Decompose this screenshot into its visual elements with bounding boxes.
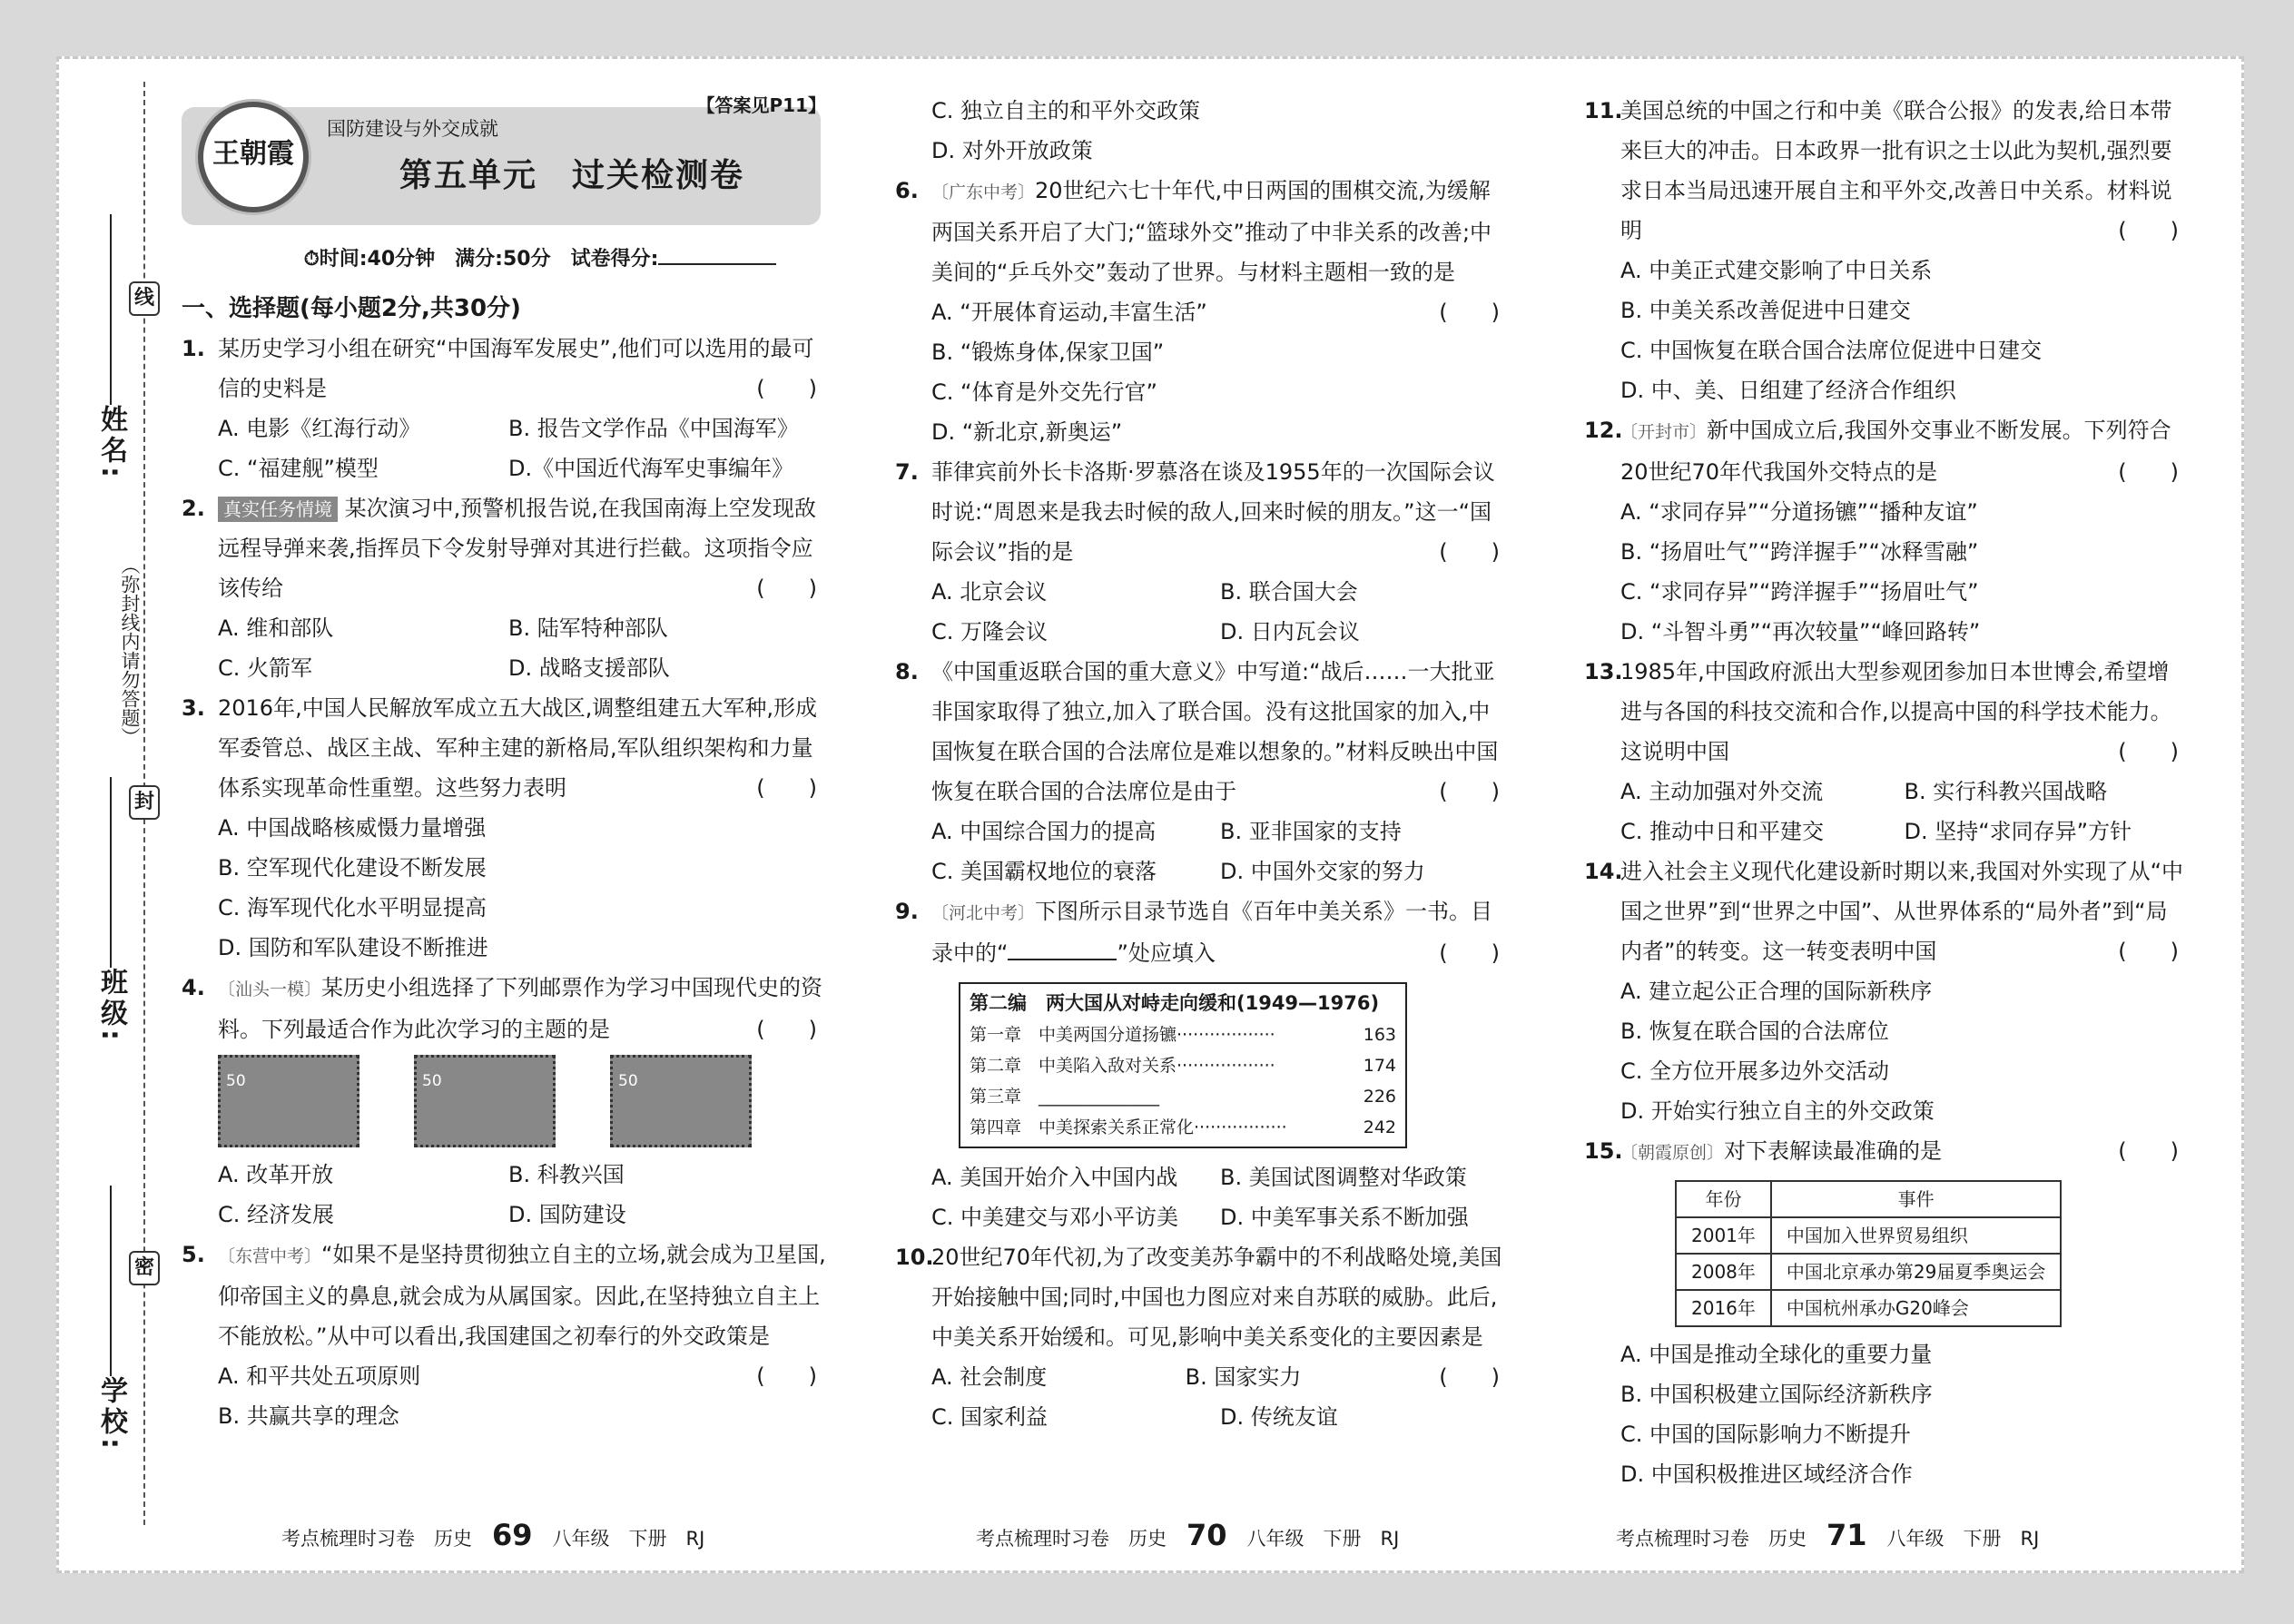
option-c[interactable]: C. 美国霸权地位的衰落 — [931, 859, 1157, 884]
year-cell: 2001年 — [1676, 1217, 1771, 1254]
page-number: 70 — [1186, 1518, 1227, 1552]
task-tag: 真实任务情境 — [218, 497, 338, 522]
option-b[interactable]: B. 恢复在联合国的合法席位 — [1620, 1019, 1889, 1044]
option-c[interactable]: C. 火箭军 — [218, 655, 313, 681]
answer-paren[interactable]: ( ) — [2118, 739, 2179, 764]
seal-mark-secret: 密 — [129, 1251, 160, 1285]
option-d[interactable]: D. 国防和军队建设不断推进 — [218, 935, 488, 960]
table-row — [1676, 1254, 2061, 1290]
option-b[interactable]: B. “锻炼身体,保家卫国” — [931, 340, 1165, 365]
column-1 — [182, 91, 826, 1436]
source-tag: 〔朝霞原创〕 — [1620, 1143, 1725, 1163]
option-a[interactable]: A. 和平共处五项原则 — [218, 1363, 421, 1389]
seal-mark-seal: 封 — [129, 785, 160, 820]
option-a[interactable]: A. “开展体育运动,丰富生活” — [931, 300, 1207, 325]
option-a[interactable]: A. 社会制度 — [931, 1364, 1048, 1390]
source-tag: 〔东营中考〕 — [218, 1246, 322, 1266]
option-c[interactable]: C. 经济发展 — [218, 1202, 335, 1227]
option-a[interactable]: A. “求同存异”“分道扬镳”“播种友谊” — [1620, 499, 1978, 525]
answer-paren[interactable]: ( ) — [756, 376, 817, 401]
question-6: 6. 〔广东中考〕20世纪六七十年代,中日两国的围棋交流,为缓解两国关系开启了大门;“篮球外交”推动了中非关系的改善;中美间的“乒乓外交”轰动了世界。与材料主题相一致的是 ( ) — [895, 171, 1509, 292]
option-b[interactable]: B. 陆军特种部队 — [508, 615, 668, 641]
option-a[interactable]: A. 美国开始介入中国内战 — [931, 1165, 1178, 1190]
table-of-contents — [959, 982, 1407, 1148]
answer-paren[interactable]: ( ) — [1439, 940, 1500, 966]
answer-paren[interactable]: ( ) — [2118, 459, 2179, 485]
event-cell: 中国北京承办第29届夏季奥运会 — [1771, 1254, 2061, 1290]
option-b[interactable]: B. 共赢共享的理念 — [218, 1403, 399, 1429]
stamp-images — [182, 1055, 826, 1147]
option-d[interactable]: D. “新北京,新奥运” — [931, 419, 1123, 445]
answer-paren[interactable]: ( ) — [1439, 539, 1500, 565]
option-a[interactable]: A. 中国是推动全球化的重要力量 — [1620, 1342, 1933, 1367]
question-10: 10. 20世纪70年代初,为了改变美苏争霸中的不利战略处境,美国开始接触中国;同时,中国也力图应对来自苏联的威胁。此后,中美关系开始缓和。可见,影响中美关系变化的主要因素是 ( ) — [895, 1237, 1509, 1357]
option-c[interactable]: C. 全方位开展多边外交活动 — [1620, 1058, 1890, 1084]
fill-blank[interactable] — [1008, 959, 1117, 960]
question-1: 1. 某历史学习小组在研究“中国海军发展史”,他们可以选用的最可信的史料是 ( ) — [182, 329, 826, 408]
option-c[interactable]: C. 万隆会议 — [931, 619, 1049, 645]
option-c[interactable]: C. 中美建交与邓小平访美 — [931, 1205, 1179, 1230]
question-8: 8. 《中国重返联合国的重大意义》中写道:“战后……一大批亚非国家取得了独立,加入了联合国。没有这批国家的加入,中国恢复在联合国的合法席位是难以想象的。”材料反映出中国恢复在联合国的合法席位是由于 ( ) — [895, 652, 1509, 812]
toc-row: 第一章 中美两国分道扬镳·················· 163 — [970, 1025, 1396, 1045]
column-3 — [1584, 91, 2188, 1494]
option-a[interactable]: A. 改革开放 — [218, 1162, 334, 1187]
question-12: 12. 〔开封市〕新中国成立后,我国外交事业不断发展。下列符合20世纪70年代我国外交特点的是 ( ) — [1584, 410, 2188, 492]
option-a[interactable]: A. 北京会议 — [931, 579, 1048, 605]
year-cell: 2008年 — [1676, 1254, 1771, 1290]
option-a[interactable]: A. 主动加强对外交流 — [1620, 779, 1824, 804]
option-a[interactable]: A. 中国战略核威慑力量增强 — [218, 815, 487, 841]
answer-paren[interactable]: ( ) — [1439, 300, 1500, 325]
events-table — [1675, 1180, 2062, 1327]
toc-title: 第二编 两大国从对峙走向缓和(1949—1976) — [970, 992, 1380, 1014]
table-row — [1676, 1217, 2061, 1254]
page-footer-71: 考点梳理时习卷 历史 71 八年级 下册 RJ — [1616, 1518, 2040, 1552]
source-tag: 〔汕头一模〕 — [218, 979, 322, 999]
option-c[interactable]: C. “体育是外交先行官” — [931, 379, 1157, 405]
table-row — [1676, 1290, 2061, 1326]
exam-meta: ⏱时间:40分钟 满分:50分 试卷得分: — [254, 240, 826, 280]
question-2: 2. 真实任务情境 某次演习中,预警机报告说,在我国南海上空发现敌远程导弹来袭,指挥员下令发射导弹对其进行拦截。这项指令应该传给 ( ) — [182, 488, 826, 608]
unit-subtitle: 国防建设与外交成就 — [327, 118, 498, 140]
answer-paren[interactable]: ( ) — [1439, 779, 1500, 804]
option-a[interactable]: A. 电影《红海行动》 — [218, 416, 421, 441]
option-c[interactable]: C. “求同存异”“跨洋握手”“扬眉吐气” — [1620, 579, 1979, 605]
page-number: 71 — [1826, 1518, 1867, 1552]
option-d[interactable]: D. “斗智斗勇”“再次较量”“峰回路转” — [1620, 619, 1981, 645]
option-d[interactable]: D.《中国近代海军史事编年》 — [508, 456, 794, 481]
source-tag: 〔河北中考〕 — [931, 903, 1036, 923]
option-d[interactable]: D. 开始实行独立自主的外交政策 — [1620, 1098, 1935, 1124]
option-c[interactable]: C. 中国恢复在联合国合法席位促进中日建交 — [1620, 338, 2043, 363]
question-3: 3. 2016年,中国人民解放军成立五大战区,调整组建五大军种,形成军委管总、战区主战、军种主建的新格局,军队组织架构和力量体系实现革命性重塑。这些努力表明 ( ) — [182, 688, 826, 808]
option-b[interactable]: B. 中美关系改善促进中日建交 — [1620, 298, 1911, 323]
answer-paren[interactable]: ( ) — [2118, 1138, 2179, 1164]
school-field[interactable]: 学校: — [91, 1180, 131, 1452]
option-b[interactable]: B. 实行科教兴国战略 — [1904, 779, 2108, 804]
option-b[interactable]: B. 联合国大会 — [1220, 579, 1358, 605]
option-a[interactable]: A. 维和部队 — [218, 615, 334, 641]
option-d[interactable]: D. 坚持“求同存异”方针 — [1904, 819, 2132, 844]
year-cell: 2016年 — [1676, 1290, 1771, 1326]
option-d[interactable]: D. 传统友谊 — [1220, 1404, 1338, 1430]
source-tag: 〔开封市〕 — [1620, 422, 1708, 442]
source-tag: 〔广东中考〕 — [931, 182, 1036, 202]
binding-note: （弥封线内请勿答题） — [119, 556, 141, 746]
missile-stamp: 50 — [610, 1055, 752, 1147]
toc-row: 第二章 中美陷入敌对关系·················· 174 — [970, 1056, 1396, 1076]
option-b[interactable]: B. 国家实力 — [1185, 1364, 1302, 1390]
answer-paren[interactable]: ( ) — [756, 1017, 817, 1042]
option-c[interactable]: C. 海军现代化水平明显提高 — [218, 895, 487, 920]
answer-paren[interactable]: ( ) — [2118, 939, 2179, 964]
option-b[interactable]: B. 中国积极建立国际经济新秩序 — [1620, 1382, 1933, 1407]
option-c[interactable]: C. 独立自主的和平外交政策 — [931, 98, 1201, 123]
answer-paren[interactable]: ( ) — [756, 775, 817, 801]
question-14: 14. 进入社会主义现代化建设新时期以来,我国对外实现了从“中国之世界”到“世界之中国”、从世界体系的“局外者”到“局内者”的转变。这一转变表明中国 ( ) — [1584, 851, 2188, 971]
answer-paren[interactable]: ( ) — [2118, 218, 2179, 243]
unit-title: 第五单元 过关检测卷 — [399, 157, 745, 194]
question-11: 11. 美国总统的中国之行和中美《联合公报》的发表,给日本带来巨大的冲击。日本政界一批有识之士以此为契机,强烈要求日本当局迅速开展自主和平外交,改善日中关系。材料说明 ( ) — [1584, 91, 2188, 251]
option-c[interactable]: C. 推动中日和平建交 — [1620, 819, 1825, 844]
question-9: 9. 〔河北中考〕下图所示目录节选自《百年中美关系》一书。目录中的“ ”处应填入 ( ) — [895, 891, 1509, 973]
class-field[interactable]: 班级: — [91, 772, 131, 1044]
option-a[interactable]: A. 中国综合国力的提高 — [931, 819, 1157, 844]
page-footer-70: 考点梳理时习卷 历史 70 八年级 下册 RJ — [976, 1518, 1400, 1552]
question-5: 5. 〔东营中考〕“如果不是坚持贯彻独立自主的立场,就会成为卫星国,仰帝国主义的鼻息,就会成为从属国家。因此,在坚持独立自主上不能放松。”从中可以看出,我国建国之初奉行的外交政策是 ( ) — [182, 1235, 826, 1356]
option-b[interactable]: B. 科教兴国 — [508, 1162, 625, 1187]
option-d[interactable]: D. 日内瓦会议 — [1220, 619, 1360, 645]
toc-row: 第三章 ______________ 226 — [970, 1087, 1396, 1107]
option-c[interactable]: C. 国家利益 — [931, 1404, 1049, 1430]
section-heading: 一、选择题(每小题2分,共30分) — [182, 295, 521, 322]
option-c[interactable]: C. 中国的国际影响力不断提升 — [1620, 1422, 1912, 1447]
event-cell: 中国加入世界贸易组织 — [1771, 1217, 2061, 1254]
option-d[interactable]: D. 对外开放政策 — [931, 138, 1093, 163]
question-4: 4. 〔汕头一模〕某历史小组选择了下列邮票作为学习中国现代史的资料。下列最适合作为此次学习的主题的是 ( ) — [182, 968, 826, 1049]
column-2 — [895, 91, 1509, 1437]
unit-header — [182, 91, 826, 227]
toc-row: 第四章 中美探索关系正常化················· 242 — [970, 1117, 1396, 1137]
option-b[interactable]: B. “扬眉吐气”“跨洋握手”“冰释雪融” — [1620, 539, 1979, 565]
question-15: 15. 〔朝霞原创〕对下表解读最准确的是 ( ) — [1584, 1131, 2188, 1173]
page-number: 69 — [492, 1518, 533, 1552]
warship-stamp: 50 — [414, 1055, 556, 1147]
option-d[interactable]: D. 国防建设 — [508, 1202, 626, 1227]
name-field[interactable]: 姓名: — [91, 209, 131, 481]
option-c[interactable]: C. “福建舰”模型 — [218, 456, 379, 481]
page-footer-69: 考点梳理时习卷 历史 69 八年级 下册 RJ — [281, 1518, 705, 1552]
option-b[interactable]: B. 报告文学作品《中国海军》 — [508, 416, 799, 441]
answer-paren[interactable]: ( ) — [1439, 1364, 1500, 1390]
score-blank[interactable] — [658, 263, 776, 265]
tank-stamp: 50 — [218, 1055, 359, 1147]
option-d[interactable]: D. 战略支援部队 — [508, 655, 670, 681]
answer-paren[interactable]: ( ) — [756, 576, 817, 601]
option-d[interactable]: D. 中国外交家的努力 — [1220, 859, 1425, 884]
event-cell: 中国杭州承办G20峰会 — [1771, 1290, 2061, 1326]
option-b[interactable]: B. 空军现代化建设不断发展 — [218, 855, 487, 881]
table-header: 年份 — [1676, 1181, 1771, 1217]
brand-logo: 王朝霞 — [198, 102, 309, 212]
question-13: 13. 1985年,中国政府派出大型参观团参加日本世博会,希望增进与各国的科技交流和合作,以提高中国的科学技术能力。这说明中国 ( ) — [1584, 652, 2188, 772]
option-a[interactable]: A. 建立起公正合理的国际新秩序 — [1620, 979, 1933, 1004]
option-d[interactable]: D. 中国积极推进区域经济合作 — [1620, 1462, 1913, 1487]
question-7: 7. 菲律宾前外长卡洛斯·罗慕洛在谈及1955年的一次国际会议时说:“周恩来是我去时候的敌人,回来时候的朋友。”这一“国际会议”指的是 ( ) — [895, 452, 1509, 572]
option-a[interactable]: A. 中美正式建交影响了中日关系 — [1620, 258, 1933, 283]
table-header: 事件 — [1771, 1181, 2061, 1217]
answer-reference: 【答案见P11】 — [696, 94, 826, 116]
option-d[interactable]: D. 中、美、日组建了经济合作组织 — [1620, 378, 1956, 403]
answer-paren[interactable]: ( ) — [756, 1363, 817, 1389]
option-b[interactable]: B. 美国试图调整对华政策 — [1220, 1165, 1467, 1190]
option-d[interactable]: D. 中美军事关系不断加强 — [1220, 1205, 1469, 1230]
option-b[interactable]: B. 亚非国家的支持 — [1220, 819, 1402, 844]
seal-mark-line: 线 — [129, 281, 160, 316]
